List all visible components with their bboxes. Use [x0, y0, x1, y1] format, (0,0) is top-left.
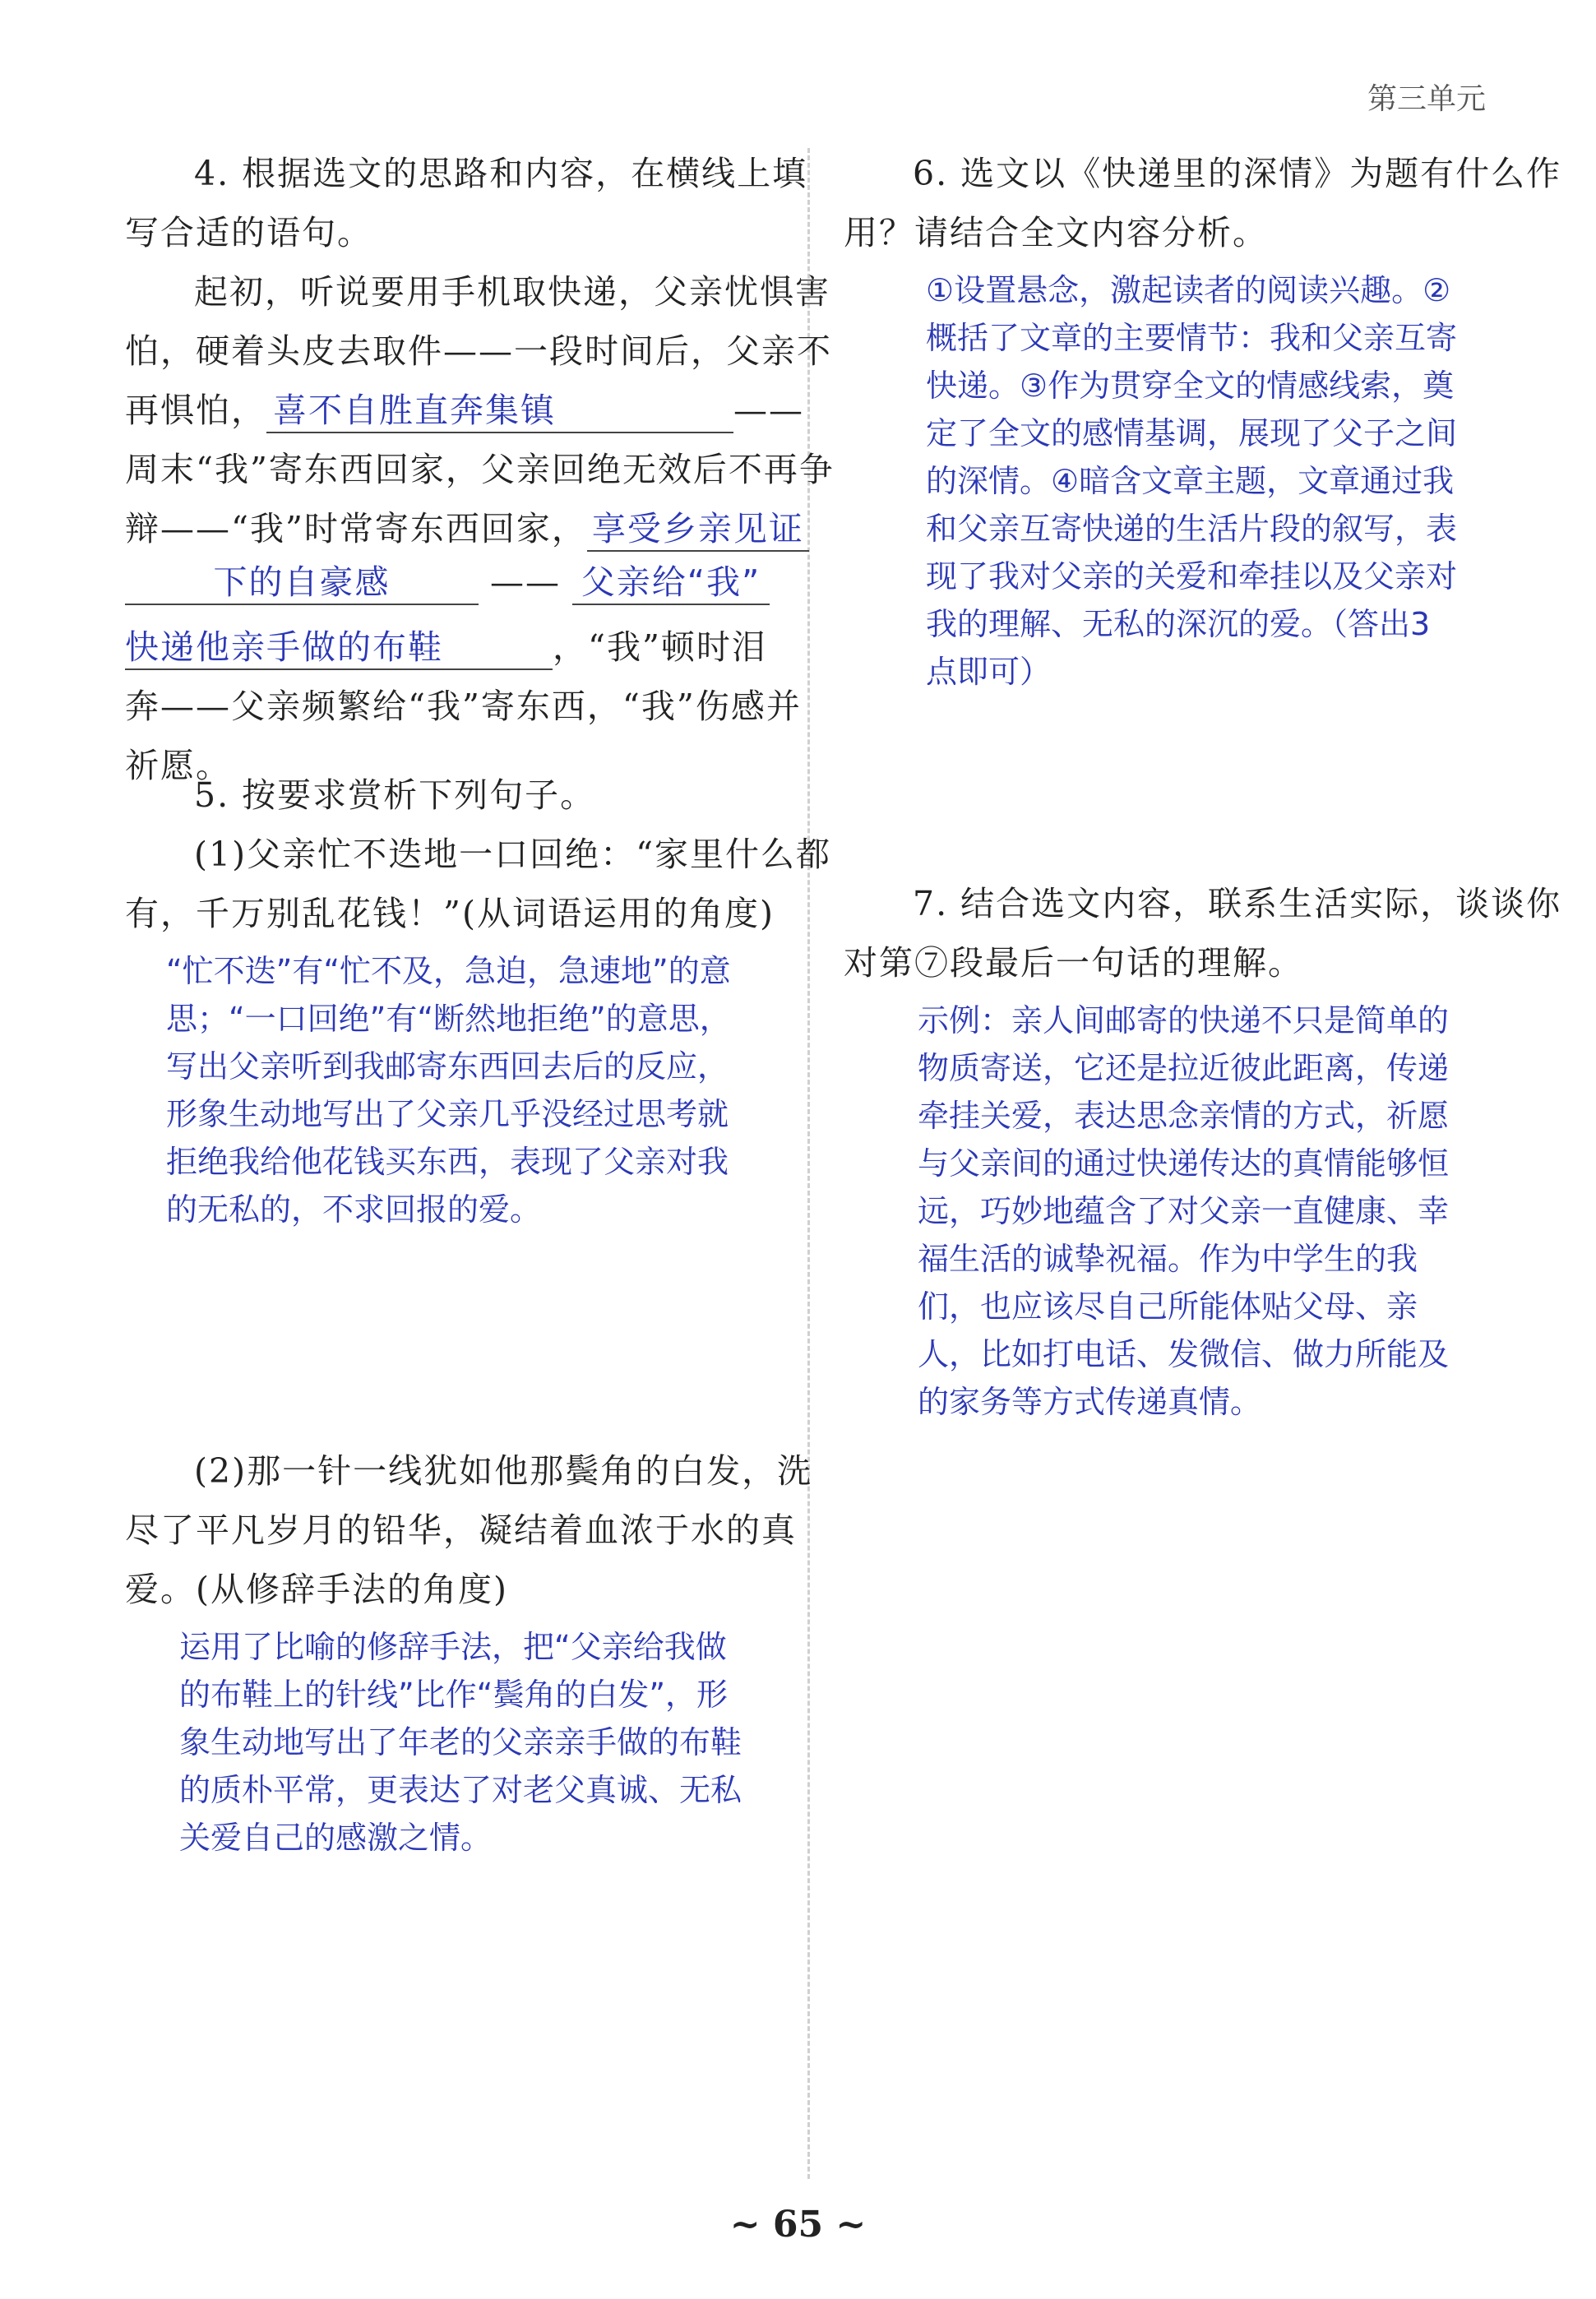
q4-title-cont: 写合适的语句。	[125, 213, 372, 252]
q5-sentence-1: (1)父亲忙不迭地一口回绝：“家里什么都	[194, 835, 832, 874]
q4-blank-2b: 下的自豪感	[125, 561, 479, 605]
answer-line: 的家务等方式传递真情。	[918, 1384, 1262, 1420]
q4-line	[125, 561, 775, 620]
answer-line: 象生动地写出了年老的父亲亲手做的布鞋	[179, 1724, 742, 1760]
q7-title-cont: 对第⑦段最后一句话的理解。	[844, 943, 1303, 983]
answer-line: 现了我对父亲的关爱和牵挂以及父亲对	[926, 558, 1458, 594]
q5-sentence-2: (2)那一针一线犹如他那鬓角的白发，洗	[194, 1451, 813, 1491]
q4-title: 4. 根据选文的思路和内容，在横线上填	[194, 154, 808, 193]
answer-line: 们，也应该尽自己所能体贴父母、亲	[918, 1288, 1418, 1325]
q4-blank-3a: 父亲给“我”	[572, 561, 770, 605]
question-5	[125, 768, 832, 1233]
answer-line: 思；“一口回绝”有“断然地拒绝”的意思，	[166, 1001, 731, 1037]
answer-line: 拒绝我给他花钱买东西，表现了父亲对我	[166, 1144, 729, 1180]
answer-line: 物质寄送，它还是拉近彼此距离，传递	[918, 1050, 1450, 1086]
q5-title: 5. 按要求赏析下列句子。	[194, 775, 596, 815]
question-6	[844, 146, 1562, 696]
q4-line: 起初，听说要用手机取快递，父亲忧惧害	[194, 272, 830, 312]
q4-blank-2a: 享受乡亲见证	[587, 507, 809, 552]
answer-line: 示例：亲人间邮寄的快递不只是简单的	[918, 1002, 1450, 1038]
answer-line: 形象生动地写出了父亲几乎没经过思考就	[166, 1096, 729, 1132]
answer-line: 写出父亲听到我邮寄东西回去后的反应，	[166, 1048, 729, 1085]
q5-sentence-1-cont: 有，千万别乱花钱！”(从词语运用的角度)	[125, 894, 775, 933]
q4-dash: ——	[490, 562, 561, 602]
page-number: ~ 65 ~	[729, 2204, 867, 2246]
q4-line: 怕，硬着头皮去取件——一段时间后，父亲不	[125, 331, 832, 371]
answer-line: 和父亲互寄快递的生活片段的叙写，表	[926, 511, 1458, 547]
answer-line: 概括了文章的主要情节：我和父亲互寄	[926, 320, 1458, 356]
q4-text: 再惧怕，	[125, 391, 266, 430]
unit-label: 第三单元	[1367, 82, 1486, 116]
q4-text: ，“我”顿时泪	[553, 627, 767, 667]
q6-answer	[844, 266, 1501, 696]
answer-line: 点即可）	[926, 654, 1052, 690]
q5-answer-1	[125, 947, 775, 1233]
q4-line: 祈愿。	[125, 746, 231, 785]
question-7	[844, 877, 1562, 1426]
answer-line: 的无私的，不求回报的爱。	[166, 1191, 542, 1228]
question-4	[125, 146, 835, 798]
answer-line: 的布鞋上的针线”比作“鬓角的白发”，形	[179, 1677, 729, 1713]
answer-line: 人，比如打电话、发微信、做力所能及	[918, 1336, 1450, 1372]
q5-sentence-2-cont: 爱。(从修辞手法的角度)	[125, 1570, 508, 1609]
q6-title: 6. 选文以《快递里的深情》为题有什么作	[913, 154, 1562, 193]
q6-title-cont: 用？请结合全文内容分析。	[844, 213, 1268, 252]
answer-line: 定了全文的感情基调，展现了父子之间	[926, 415, 1458, 451]
question-5-part-2	[125, 1444, 813, 1862]
q4-line: 奔——父亲频繁给“我”寄东西，“我”伤感并	[125, 687, 802, 726]
answer-line: 远，巧妙地蕴含了对父亲一直健康、幸	[918, 1193, 1450, 1229]
q5-answer-2	[125, 1623, 775, 1862]
answer-line: 关爱自己的感激之情。	[179, 1820, 493, 1856]
q5-sentence-2-cont: 尽了平凡岁月的铅华，凝结着血浓于水的真	[125, 1510, 797, 1550]
q4-blank-1: 喜不自胜直奔集镇	[266, 389, 733, 433]
answer-line: 牵挂关爱，表达思念亲情的方式，祈愿	[918, 1098, 1450, 1134]
q4-line	[125, 502, 804, 561]
answer-line: 快递。③作为贯穿全文的情感线索，奠	[926, 368, 1455, 404]
answer-line: “忙不迭”有“忙不及，急迫，急速地”的意	[166, 953, 731, 989]
q4-text: ——	[733, 391, 804, 430]
q7-title: 7. 结合选文内容，联系生活实际，谈谈你	[913, 884, 1562, 923]
q4-line: 周末“我”寄东西回家，父亲回绝无效后不再争	[125, 450, 835, 489]
q4-line	[125, 383, 804, 442]
answer-line: 运用了比喻的修辞手法，把“父亲给我做	[179, 1629, 727, 1665]
q4-blank-3b: 快递他亲手做的布鞋	[125, 626, 553, 670]
q7-answer	[844, 997, 1501, 1426]
answer-line: 的深情。④暗含文章主题，文章通过我	[926, 463, 1455, 499]
answer-line: 我的理解、无私的深沉的爱。（答出3	[926, 606, 1431, 642]
answer-line: 福生活的诚挚祝福。作为中学生的我	[918, 1241, 1418, 1277]
answer-line: 的质朴平常，更表达了对老父真诚、无私	[179, 1772, 742, 1808]
q4-text: 辩——“我”时常寄东西回家，	[125, 509, 587, 548]
answer-line: 与父亲间的通过快递传达的真情能够恒	[918, 1145, 1450, 1182]
q4-line	[125, 620, 775, 679]
answer-line: ①设置悬念，激起读者的阅读兴趣。②	[926, 272, 1451, 308]
